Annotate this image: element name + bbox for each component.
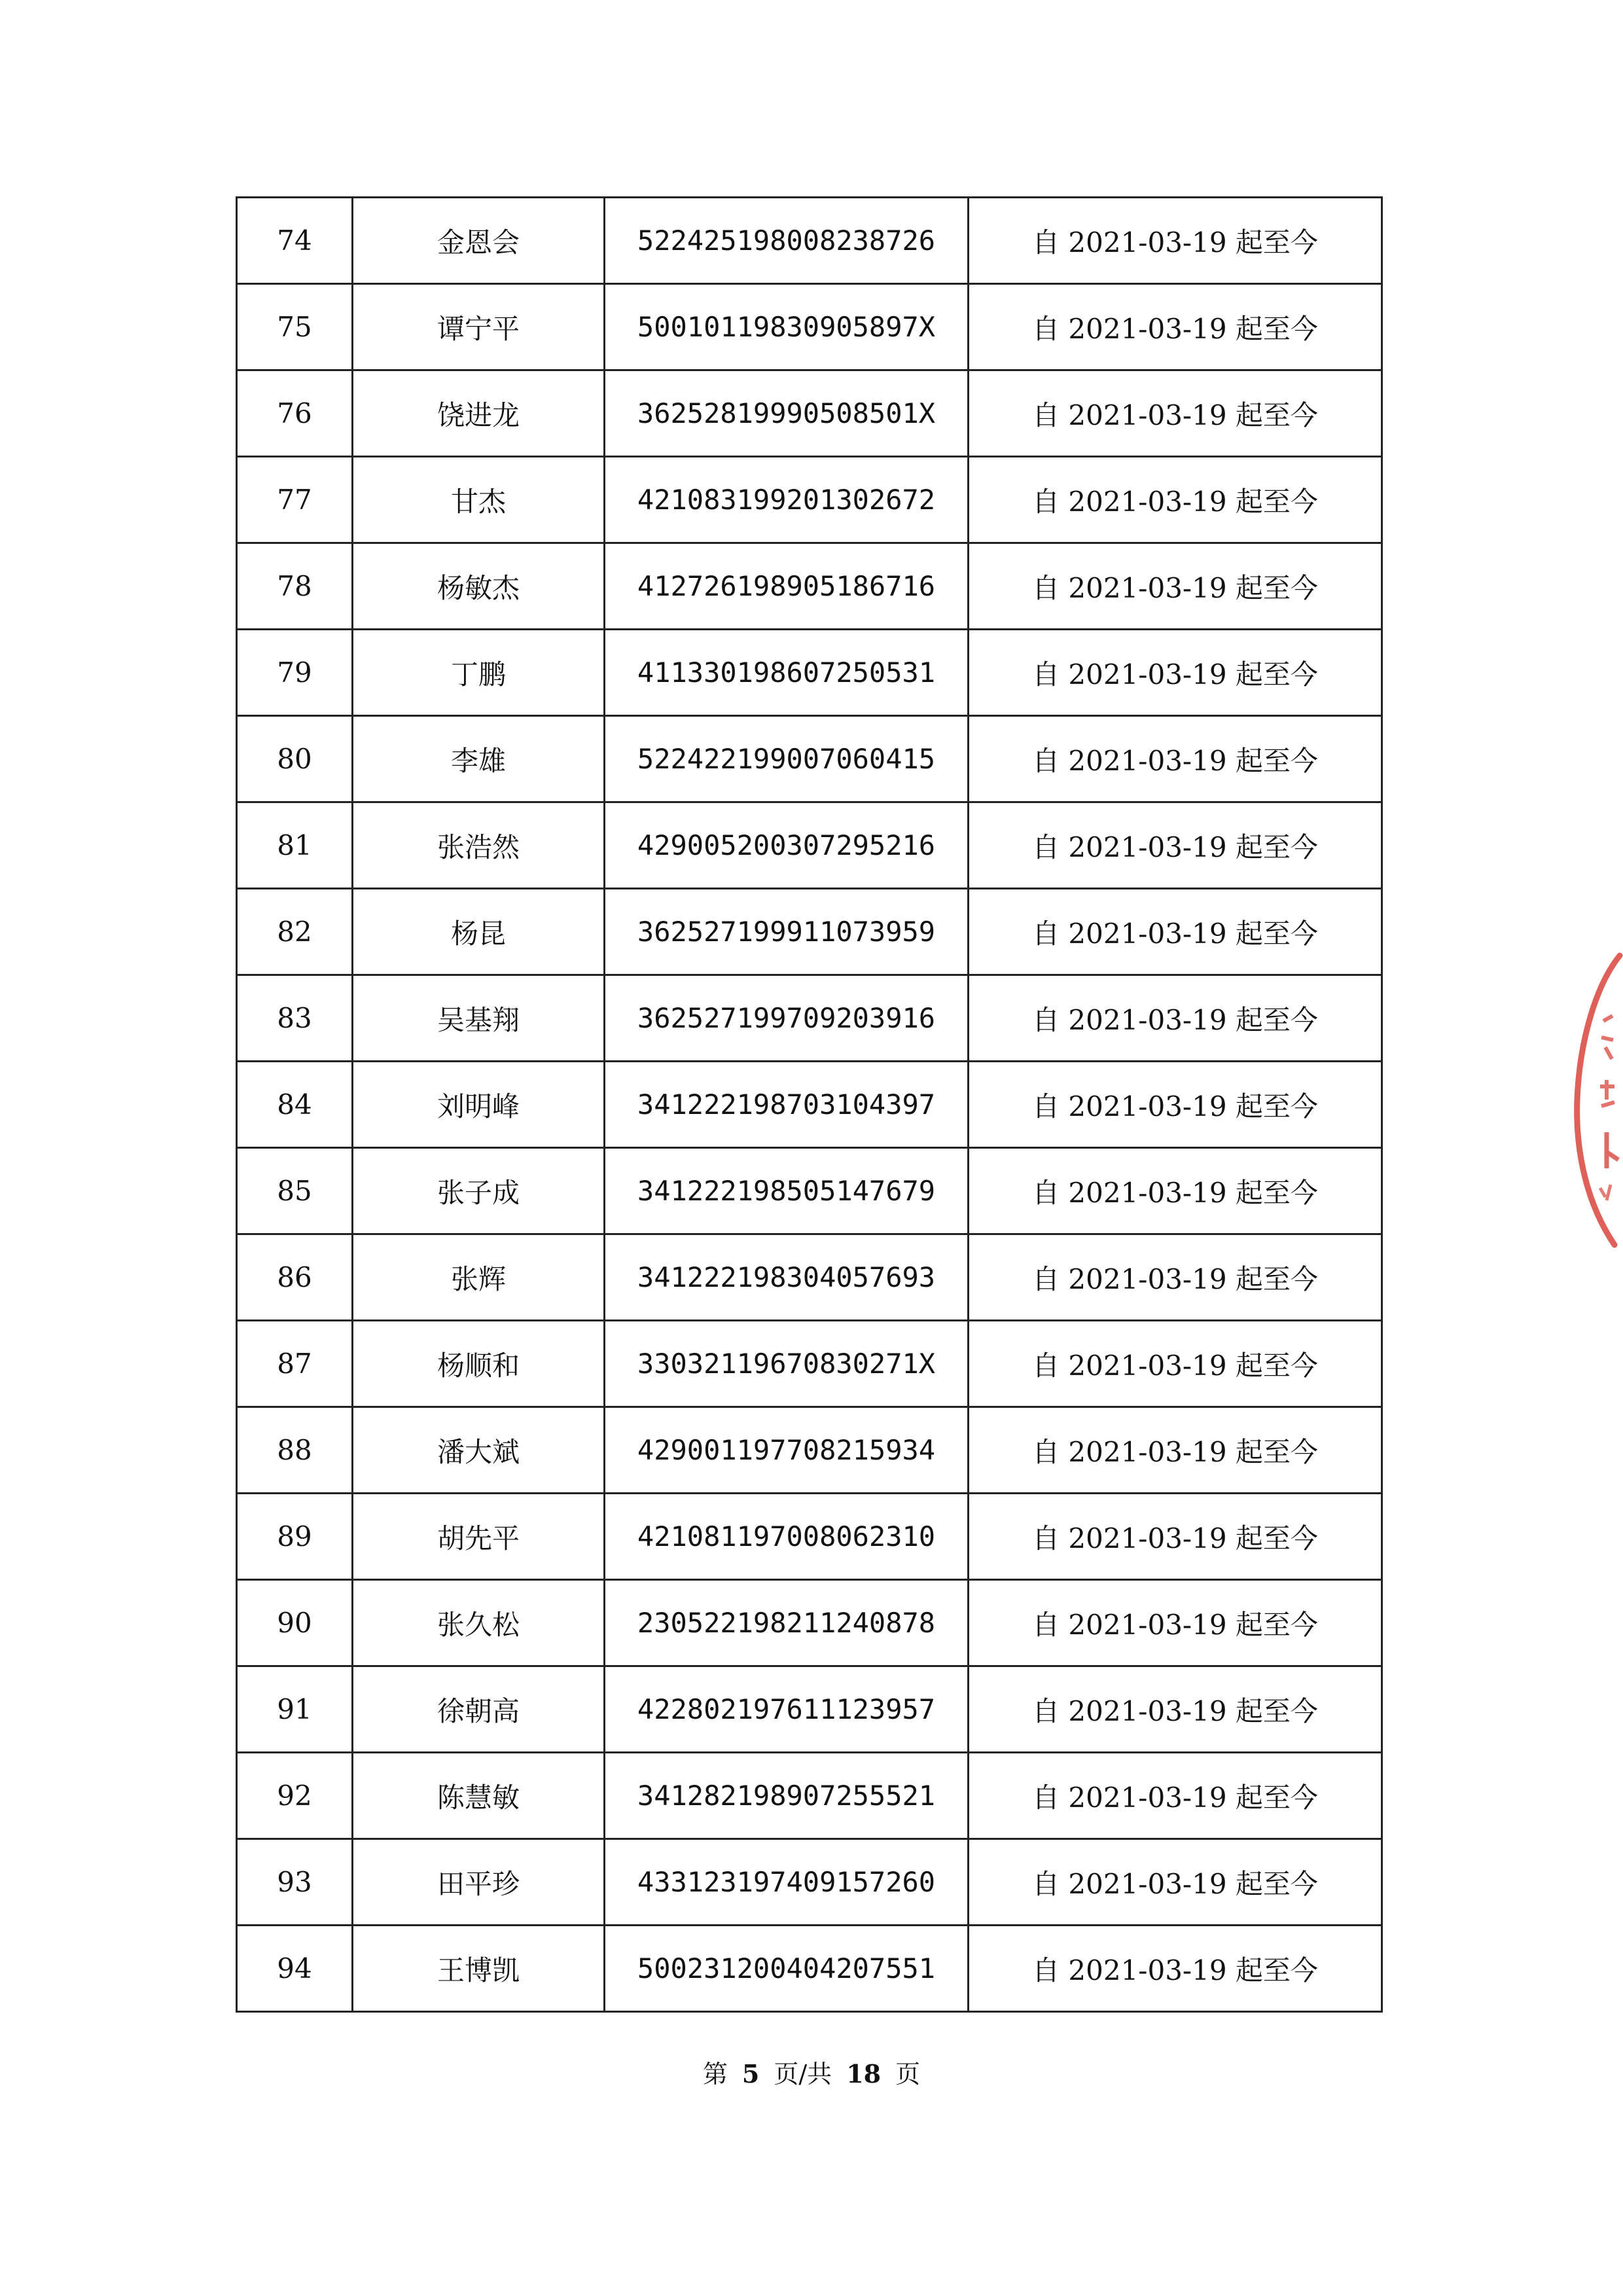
id-number-cell: 33032119670830271X: [605, 1321, 969, 1407]
table-row: [237, 198, 1382, 284]
table-row: [237, 284, 1382, 370]
footer-prefix: 第: [702, 2060, 728, 2089]
name-cell: 张久松: [353, 1580, 605, 1666]
period-cell: 自 2021-03-19 起至今: [969, 1407, 1382, 1494]
row-number-cell: 80: [237, 716, 353, 802]
table-row: [237, 1407, 1382, 1494]
name-cell: 丁鹏: [353, 630, 605, 716]
id-number-cell: 411330198607250531: [605, 630, 969, 716]
period-cell: 自 2021-03-19 起至今: [969, 1753, 1382, 1839]
name-cell: 杨昆: [353, 889, 605, 975]
current-page-number: 5: [741, 2059, 760, 2089]
official-seal-stamp: [1567, 949, 1623, 1250]
table-row: [237, 1580, 1382, 1666]
period-cell: 自 2021-03-19 起至今: [969, 716, 1382, 802]
row-number-cell: 74: [237, 198, 353, 284]
row-number-cell: 75: [237, 284, 353, 370]
row-number-cell: 79: [237, 630, 353, 716]
row-number-cell: 84: [237, 1062, 353, 1148]
table-row: [237, 1494, 1382, 1580]
row-number-cell: 93: [237, 1839, 353, 1926]
period-cell: 自 2021-03-19 起至今: [969, 630, 1382, 716]
name-cell: 饶进龙: [353, 370, 605, 457]
id-number-cell: 341222198703104397: [605, 1062, 969, 1148]
table-row: [237, 370, 1382, 457]
name-cell: 张子成: [353, 1148, 605, 1234]
id-number-cell: 522422199007060415: [605, 716, 969, 802]
name-cell: 陈慧敏: [353, 1753, 605, 1839]
name-cell: 胡先平: [353, 1494, 605, 1580]
row-number-cell: 94: [237, 1926, 353, 2012]
row-number-cell: 86: [237, 1234, 353, 1321]
period-cell: 自 2021-03-19 起至今: [969, 457, 1382, 543]
period-cell: 自 2021-03-19 起至今: [969, 802, 1382, 889]
name-cell: 王博凯: [353, 1926, 605, 2012]
row-number-cell: 88: [237, 1407, 353, 1494]
id-number-cell: 50010119830905897X: [605, 284, 969, 370]
name-cell: 吴基翔: [353, 975, 605, 1062]
table-row: [237, 716, 1382, 802]
table-row: [237, 1321, 1382, 1407]
period-cell: 自 2021-03-19 起至今: [969, 370, 1382, 457]
period-cell: 自 2021-03-19 起至今: [969, 543, 1382, 630]
row-number-cell: 77: [237, 457, 353, 543]
id-number-cell: 362527199709203916: [605, 975, 969, 1062]
row-number-cell: 81: [237, 802, 353, 889]
name-cell: 甘杰: [353, 457, 605, 543]
id-number-cell: 36252819990508501X: [605, 370, 969, 457]
name-cell: 潘大斌: [353, 1407, 605, 1494]
id-number-cell: 341222198505147679: [605, 1148, 969, 1234]
period-cell: 自 2021-03-19 起至今: [969, 198, 1382, 284]
row-number-cell: 78: [237, 543, 353, 630]
id-number-cell: 230522198211240878: [605, 1580, 969, 1666]
table-row: [237, 975, 1382, 1062]
table-row: [237, 1926, 1382, 2012]
period-cell: 自 2021-03-19 起至今: [969, 1062, 1382, 1148]
period-cell: 自 2021-03-19 起至今: [969, 284, 1382, 370]
footer-middle: 页/共: [774, 2060, 832, 2089]
period-cell: 自 2021-03-19 起至今: [969, 889, 1382, 975]
table-row: [237, 630, 1382, 716]
id-number-cell: 421083199201302672: [605, 457, 969, 543]
row-number-cell: 85: [237, 1148, 353, 1234]
footer-suffix: 页: [895, 2060, 921, 2089]
period-cell: 自 2021-03-19 起至今: [969, 1839, 1382, 1926]
period-cell: 自 2021-03-19 起至今: [969, 1580, 1382, 1666]
row-number-cell: 82: [237, 889, 353, 975]
row-number-cell: 90: [237, 1580, 353, 1666]
id-number-cell: 500231200404207551: [605, 1926, 969, 2012]
id-number-cell: 429005200307295216: [605, 802, 969, 889]
table-row: [237, 889, 1382, 975]
id-number-cell: 429001197708215934: [605, 1407, 969, 1494]
table-row: [237, 543, 1382, 630]
table-row: [237, 457, 1382, 543]
id-number-cell: 362527199911073959: [605, 889, 969, 975]
name-cell: 杨敏杰: [353, 543, 605, 630]
table-row: [237, 1148, 1382, 1234]
row-number-cell: 89: [237, 1494, 353, 1580]
row-number-cell: 91: [237, 1666, 353, 1753]
id-number-cell: 341222198304057693: [605, 1234, 969, 1321]
roster-table-body: [237, 198, 1382, 2012]
name-cell: 李雄: [353, 716, 605, 802]
id-number-cell: 421081197008062310: [605, 1494, 969, 1580]
page-footer: [0, 2054, 1623, 2090]
row-number-cell: 87: [237, 1321, 353, 1407]
period-cell: 自 2021-03-19 起至今: [969, 975, 1382, 1062]
id-number-cell: 422802197611123957: [605, 1666, 969, 1753]
row-number-cell: 83: [237, 975, 353, 1062]
id-number-cell: 412726198905186716: [605, 543, 969, 630]
row-number-cell: 92: [237, 1753, 353, 1839]
name-cell: 徐朝高: [353, 1666, 605, 1753]
period-cell: 自 2021-03-19 起至今: [969, 1148, 1382, 1234]
period-cell: 自 2021-03-19 起至今: [969, 1234, 1382, 1321]
name-cell: 刘明峰: [353, 1062, 605, 1148]
name-cell: 张辉: [353, 1234, 605, 1321]
id-number-cell: 433123197409157260: [605, 1839, 969, 1926]
roster-table: [236, 196, 1383, 2013]
table-row: [237, 802, 1382, 889]
name-cell: 杨顺和: [353, 1321, 605, 1407]
name-cell: 金恩会: [353, 198, 605, 284]
period-cell: 自 2021-03-19 起至今: [969, 1494, 1382, 1580]
total-pages-number: 18: [846, 2059, 882, 2089]
table-row: [237, 1839, 1382, 1926]
name-cell: 谭宁平: [353, 284, 605, 370]
table-row: [237, 1062, 1382, 1148]
table-row: [237, 1666, 1382, 1753]
name-cell: 张浩然: [353, 802, 605, 889]
period-cell: 自 2021-03-19 起至今: [969, 1926, 1382, 2012]
id-number-cell: 341282198907255521: [605, 1753, 969, 1839]
name-cell: 田平珍: [353, 1839, 605, 1926]
period-cell: 自 2021-03-19 起至今: [969, 1666, 1382, 1753]
row-number-cell: 76: [237, 370, 353, 457]
table-row: [237, 1753, 1382, 1839]
id-number-cell: 522425198008238726: [605, 198, 969, 284]
period-cell: 自 2021-03-19 起至今: [969, 1321, 1382, 1407]
table-row: [237, 1234, 1382, 1321]
